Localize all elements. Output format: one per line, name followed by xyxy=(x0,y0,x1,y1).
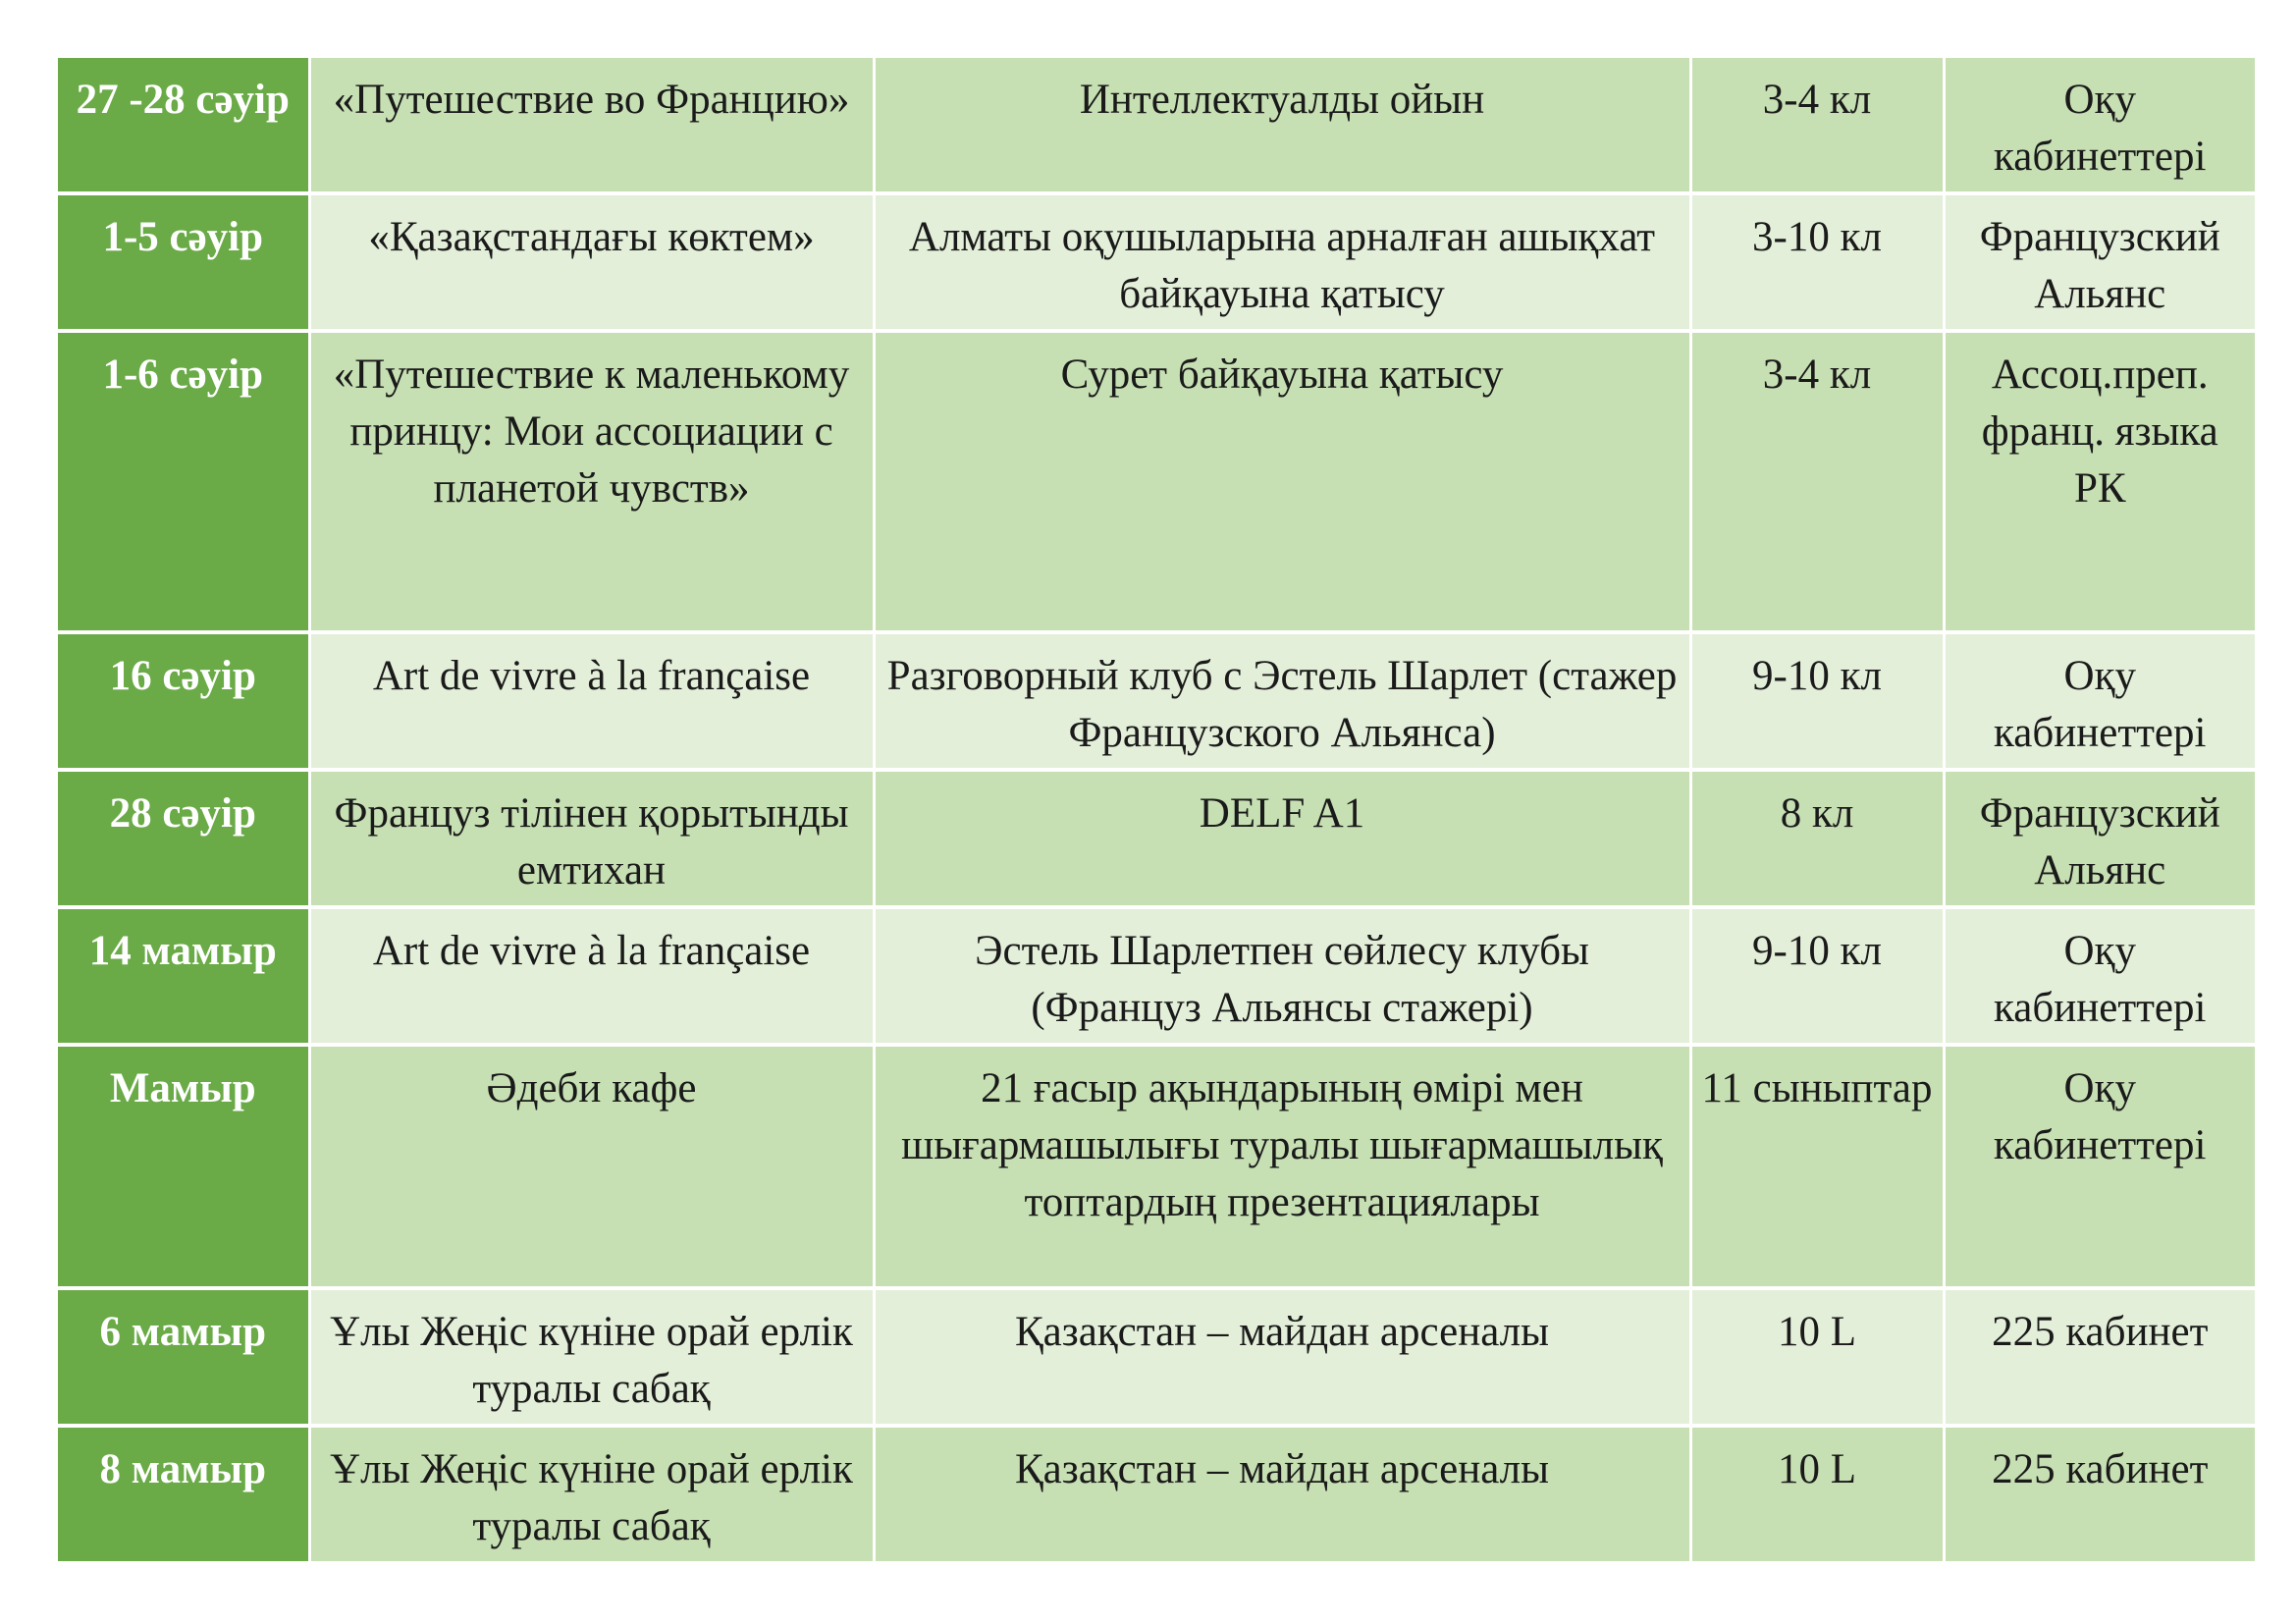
grade-cell: 3-4 кл xyxy=(1690,331,1944,632)
grade-cell: 3-4 кл xyxy=(1690,58,1944,193)
date-cell: 28 сәуір xyxy=(58,770,309,907)
place-cell: Оқу кабинеттері xyxy=(1944,632,2255,770)
date-cell: 6 мамыр xyxy=(58,1288,309,1426)
topic-cell: Art de vivre à la française xyxy=(309,907,874,1045)
activity-cell: Сурет байқауына қатысу xyxy=(874,331,1690,632)
date-cell: Мамыр xyxy=(58,1045,309,1288)
place-cell: 225 кабинет xyxy=(1944,1288,2255,1426)
table-row xyxy=(58,331,2255,632)
date-cell: 14 мамыр xyxy=(58,907,309,1045)
events-schedule-table xyxy=(58,58,2255,1565)
place-cell: Французский Альянс xyxy=(1944,770,2255,907)
topic-cell: «Қазақстандағы көктем» xyxy=(309,193,874,331)
grade-cell: 3-10 кл xyxy=(1690,193,1944,331)
table-row xyxy=(58,1045,2255,1288)
table-row xyxy=(58,193,2255,331)
date-cell: 8 мамыр xyxy=(58,1426,309,1563)
topic-cell: Ұлы Жеңіс күніне орай ерлік туралы сабақ xyxy=(309,1288,874,1426)
topic-cell: Ұлы Жеңіс күніне орай ерлік туралы сабақ xyxy=(309,1426,874,1563)
grade-cell: 8 кл xyxy=(1690,770,1944,907)
grade-cell: 9-10 кл xyxy=(1690,907,1944,1045)
activity-cell: Қазақстан – майдан арсеналы xyxy=(874,1288,1690,1426)
topic-cell: Француз тілінен қорытынды емтихан xyxy=(309,770,874,907)
topic-cell: «Путешествие во Францию» xyxy=(309,58,874,193)
grade-cell: 10 L xyxy=(1690,1288,1944,1426)
grade-cell: 9-10 кл xyxy=(1690,632,1944,770)
grade-cell: 10 L xyxy=(1690,1426,1944,1563)
date-cell: 1-5 сәуір xyxy=(58,193,309,331)
place-cell: 225 кабинет xyxy=(1944,1426,2255,1563)
table-row xyxy=(58,770,2255,907)
activity-cell: Интеллектуалды ойын xyxy=(874,58,1690,193)
place-cell: Ассоц.преп. франц. языка РК xyxy=(1944,331,2255,632)
topic-cell: «Путешествие к маленькому принцу: Мои ассоциации с планетой чувств» xyxy=(309,331,874,632)
activity-cell: Эстель Шарлетпен сөйлесу клубы (Француз Альянсы стажері) xyxy=(874,907,1690,1045)
date-cell: 16 сәуір xyxy=(58,632,309,770)
table-row xyxy=(58,632,2255,770)
activity-cell: 21 ғасыр ақындарының өмірі мен шығармашылығы туралы шығармашылық топтардың презентациялары xyxy=(874,1045,1690,1288)
activity-cell: Алматы оқушыларына арналған ашықхат байқауына қатысу xyxy=(874,193,1690,331)
place-cell: Оқу кабинеттері xyxy=(1944,907,2255,1045)
activity-cell: Қазақстан – майдан арсеналы xyxy=(874,1426,1690,1563)
table-row xyxy=(58,907,2255,1045)
table-row xyxy=(58,1288,2255,1426)
place-cell: Оқу кабинеттері xyxy=(1944,58,2255,193)
topic-cell: Art de vivre à la française xyxy=(309,632,874,770)
table-row xyxy=(58,1426,2255,1563)
place-cell: Французский Альянс xyxy=(1944,193,2255,331)
date-cell: 27 -28 сәуір xyxy=(58,58,309,193)
table-row xyxy=(58,58,2255,193)
activity-cell: DELF A1 xyxy=(874,770,1690,907)
place-cell: Оқу кабинеттері xyxy=(1944,1045,2255,1288)
grade-cell: 11 сыныптар xyxy=(1690,1045,1944,1288)
date-cell: 1-6 сәуір xyxy=(58,331,309,632)
topic-cell: Әдеби кафе xyxy=(309,1045,874,1288)
activity-cell: Разговорный клуб с Эстель Шарлет (стажер Французского Альянса) xyxy=(874,632,1690,770)
